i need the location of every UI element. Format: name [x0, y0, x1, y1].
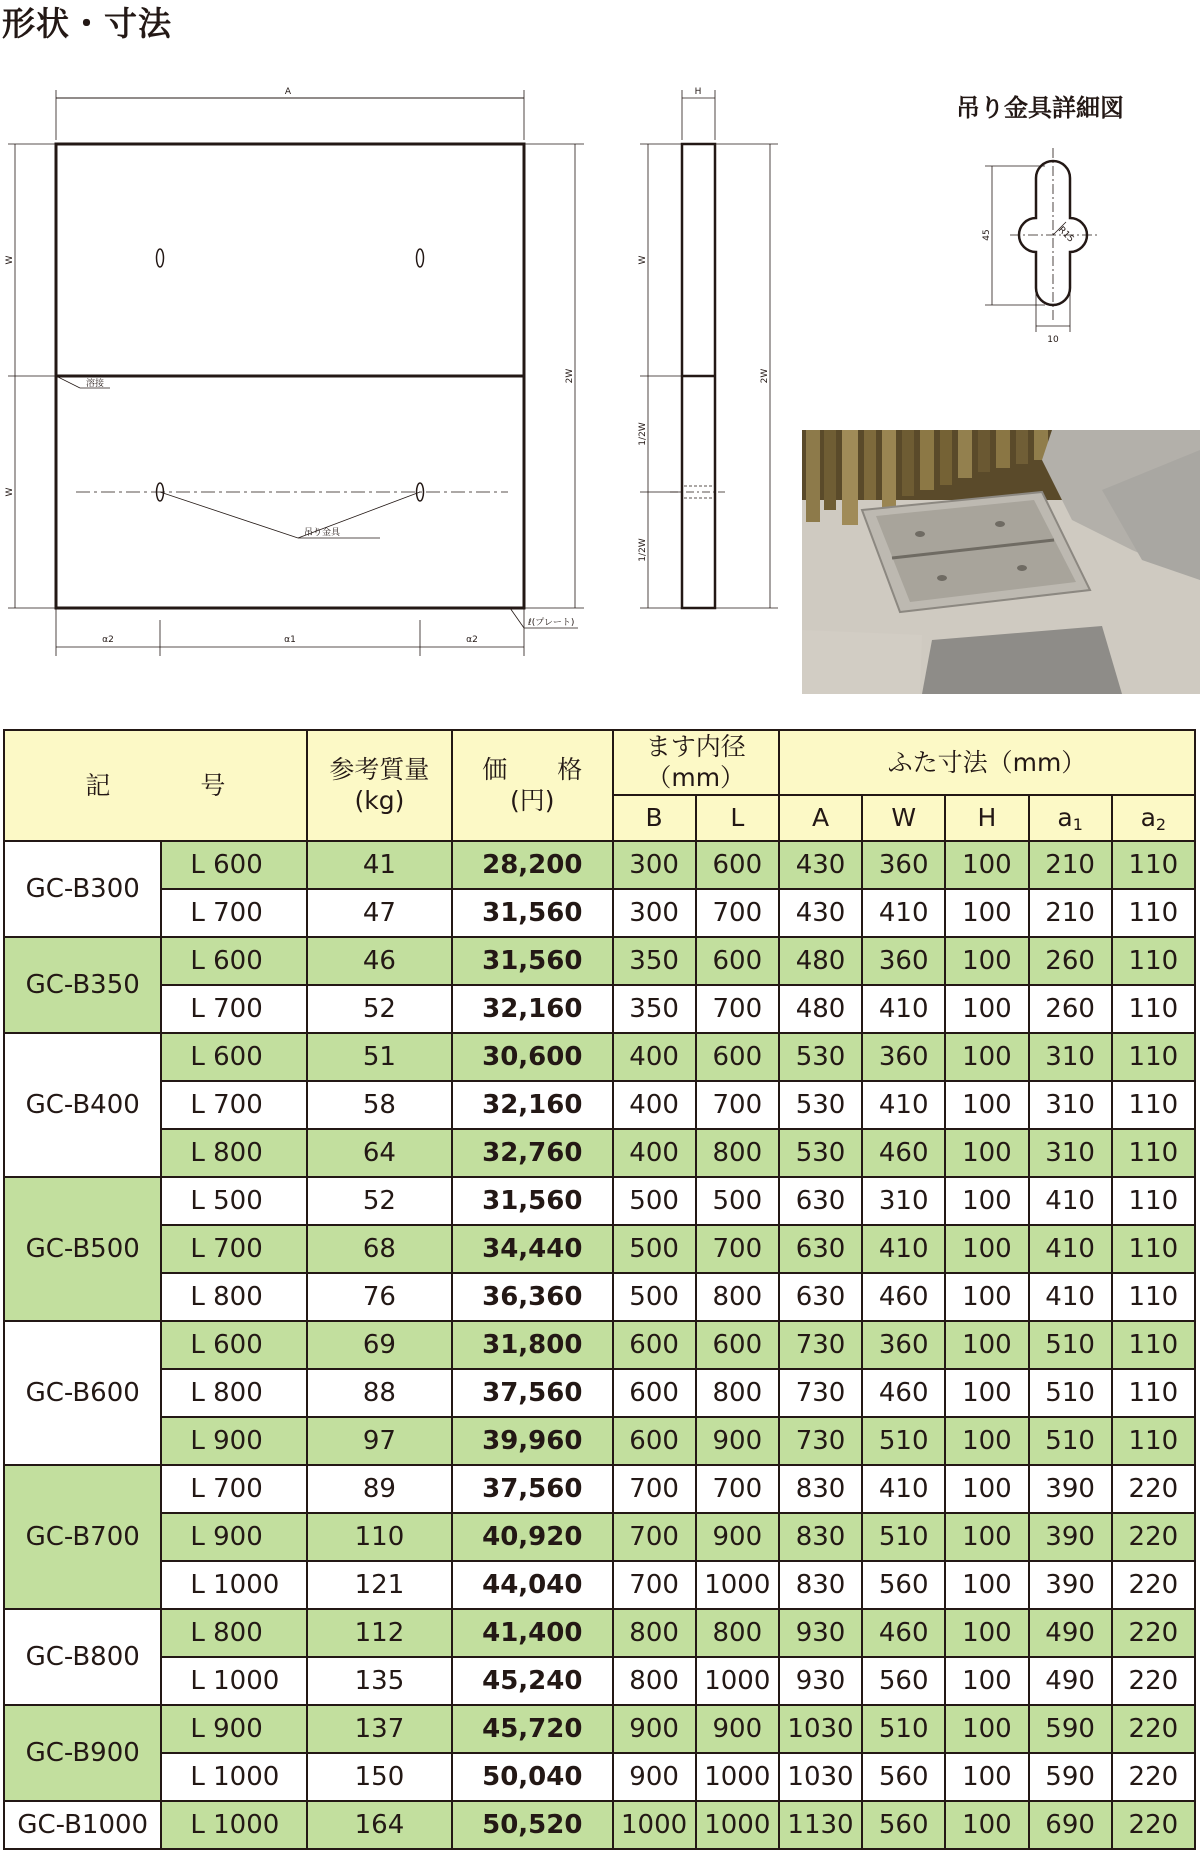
W-cell: 410: [862, 1081, 945, 1129]
B-cell: 800: [613, 1657, 696, 1705]
table-row: [4, 1273, 1195, 1321]
price-cell: 28,200: [452, 841, 612, 889]
dim-w-label-top: W: [5, 255, 15, 265]
weld-label: 溶接: [86, 379, 105, 389]
B-cell: 350: [613, 937, 696, 985]
L-cell: 900: [696, 1705, 779, 1753]
W-cell: 360: [862, 937, 945, 985]
W-cell: 460: [862, 1129, 945, 1177]
H-cell: 100: [945, 1225, 1028, 1273]
a2-cell: 220: [1112, 1561, 1195, 1609]
mass-cell: 112: [307, 1609, 452, 1657]
B-cell: 300: [613, 889, 696, 937]
mass-cell: 68: [307, 1225, 452, 1273]
L-cell: 900: [696, 1417, 779, 1465]
mass-cell: 41: [307, 841, 452, 889]
L-cell: 700: [696, 985, 779, 1033]
table-row: [4, 1417, 1195, 1465]
mass-cell: 164: [307, 1801, 452, 1849]
mass-cell: 110: [307, 1513, 452, 1561]
L-cell: 700: [696, 1081, 779, 1129]
a1-cell: 310: [1029, 1129, 1112, 1177]
header-a1: a1: [1029, 795, 1112, 841]
L-cell: 700: [696, 1225, 779, 1273]
price-cell: 30,600: [452, 1033, 612, 1081]
W-cell: 310: [862, 1177, 945, 1225]
size-cell: L 1000: [161, 1801, 306, 1849]
detail-r-label: R15: [1055, 225, 1076, 245]
mass-cell: 137: [307, 1705, 452, 1753]
mass-cell: 89: [307, 1465, 452, 1513]
price-cell: 37,560: [452, 1465, 612, 1513]
L-cell: 800: [696, 1609, 779, 1657]
B-cell: 800: [613, 1609, 696, 1657]
A-cell: 530: [779, 1033, 862, 1081]
H-cell: 100: [945, 889, 1028, 937]
a2-cell: 110: [1112, 1129, 1195, 1177]
H-cell: 100: [945, 1129, 1028, 1177]
B-cell: 400: [613, 1033, 696, 1081]
size-cell: L 500: [161, 1177, 306, 1225]
B-cell: 700: [613, 1561, 696, 1609]
mass-cell: 64: [307, 1129, 452, 1177]
A-cell: 480: [779, 985, 862, 1033]
price-cell: 36,360: [452, 1273, 612, 1321]
dim-w-label-bottom: W: [5, 487, 15, 497]
hook-detail-title: 吊り金具詳細図: [956, 94, 1124, 122]
header-mass: 参考質量 (kg): [307, 730, 452, 841]
header-inner: ます内径（mm）: [613, 730, 779, 795]
L-cell: 800: [696, 1129, 779, 1177]
L-cell: 500: [696, 1177, 779, 1225]
H-cell: 100: [945, 1513, 1028, 1561]
a1-cell: 390: [1029, 1465, 1112, 1513]
side-2w-label: 2W: [760, 368, 770, 384]
A-cell: 630: [779, 1225, 862, 1273]
a2-cell: 110: [1112, 1417, 1195, 1465]
size-cell: L 700: [161, 985, 306, 1033]
a2-cell: 110: [1112, 841, 1195, 889]
mass-cell: 58: [307, 1081, 452, 1129]
a1-cell: 410: [1029, 1177, 1112, 1225]
model-cell: GC-B600: [4, 1321, 161, 1465]
table-row: [4, 1801, 1195, 1849]
H-cell: 100: [945, 1657, 1028, 1705]
table-row: [4, 1321, 1195, 1369]
size-cell: L 700: [161, 1465, 306, 1513]
W-cell: 560: [862, 1561, 945, 1609]
A-cell: 730: [779, 1417, 862, 1465]
A-cell: 630: [779, 1177, 862, 1225]
a1-cell: 410: [1029, 1225, 1112, 1273]
detail-45-label: 45: [982, 229, 992, 241]
W-cell: 460: [862, 1369, 945, 1417]
mass-cell: 52: [307, 1177, 452, 1225]
a1-cell: 210: [1029, 889, 1112, 937]
A-cell: 430: [779, 889, 862, 937]
model-cell: GC-B300: [4, 841, 161, 937]
A-cell: 480: [779, 937, 862, 985]
header-b: B: [613, 795, 696, 841]
table-row: [4, 1609, 1195, 1657]
plate-label: ℓ(プレート): [528, 618, 575, 628]
a1-cell: 410: [1029, 1273, 1112, 1321]
A-cell: 830: [779, 1561, 862, 1609]
H-cell: 100: [945, 937, 1028, 985]
A-cell: 830: [779, 1513, 862, 1561]
B-cell: 500: [613, 1273, 696, 1321]
price-cell: 45,720: [452, 1705, 612, 1753]
A-cell: 830: [779, 1465, 862, 1513]
size-cell: L 800: [161, 1129, 306, 1177]
H-cell: 100: [945, 1369, 1028, 1417]
dim-a2-label-left: α2: [102, 635, 114, 645]
a2-cell: 220: [1112, 1801, 1195, 1849]
B-cell: 900: [613, 1705, 696, 1753]
B-cell: 600: [613, 1369, 696, 1417]
header-kigo: 記 号: [4, 730, 307, 841]
a2-cell: 220: [1112, 1753, 1195, 1801]
H-cell: 100: [945, 841, 1028, 889]
price-cell: 41,400: [452, 1609, 612, 1657]
model-cell: GC-B1000: [4, 1801, 161, 1849]
size-cell: L 1000: [161, 1657, 306, 1705]
A-cell: 530: [779, 1129, 862, 1177]
L-cell: 600: [696, 841, 779, 889]
A-cell: 930: [779, 1609, 862, 1657]
a2-cell: 110: [1112, 1369, 1195, 1417]
spec-table: [3, 729, 1196, 1850]
a1-cell: 510: [1029, 1321, 1112, 1369]
price-cell: 44,040: [452, 1561, 612, 1609]
A-cell: 730: [779, 1369, 862, 1417]
header-l: L: [696, 795, 779, 841]
a2-cell: 110: [1112, 985, 1195, 1033]
L-cell: 800: [696, 1369, 779, 1417]
H-cell: 100: [945, 1753, 1028, 1801]
L-cell: 700: [696, 889, 779, 937]
W-cell: 510: [862, 1705, 945, 1753]
B-cell: 900: [613, 1753, 696, 1801]
price-cell: 31,560: [452, 1177, 612, 1225]
H-cell: 100: [945, 1801, 1028, 1849]
table-row: [4, 1753, 1195, 1801]
mass-cell: 47: [307, 889, 452, 937]
table-row: [4, 1129, 1195, 1177]
size-cell: L 600: [161, 937, 306, 985]
a2-cell: 110: [1112, 889, 1195, 937]
L-cell: 1000: [696, 1753, 779, 1801]
price-cell: 31,560: [452, 889, 612, 937]
size-cell: L 900: [161, 1705, 306, 1753]
price-cell: 45,240: [452, 1657, 612, 1705]
B-cell: 400: [613, 1129, 696, 1177]
H-cell: 100: [945, 1081, 1028, 1129]
W-cell: 560: [862, 1657, 945, 1705]
A-cell: 630: [779, 1273, 862, 1321]
a1-cell: 310: [1029, 1081, 1112, 1129]
price-cell: 31,800: [452, 1321, 612, 1369]
B-cell: 600: [613, 1321, 696, 1369]
a1-cell: 590: [1029, 1705, 1112, 1753]
H-cell: 100: [945, 1321, 1028, 1369]
a2-cell: 110: [1112, 1177, 1195, 1225]
size-cell: L 900: [161, 1513, 306, 1561]
W-cell: 410: [862, 889, 945, 937]
L-cell: 1000: [696, 1801, 779, 1849]
W-cell: 360: [862, 841, 945, 889]
header-w: W: [862, 795, 945, 841]
B-cell: 500: [613, 1225, 696, 1273]
W-cell: 410: [862, 985, 945, 1033]
header-a2: a2: [1112, 795, 1195, 841]
W-cell: 560: [862, 1753, 945, 1801]
H-cell: 100: [945, 985, 1028, 1033]
mass-cell: 52: [307, 985, 452, 1033]
a1-cell: 260: [1029, 937, 1112, 985]
H-cell: 100: [945, 1033, 1028, 1081]
size-cell: L 800: [161, 1273, 306, 1321]
price-cell: 31,560: [452, 937, 612, 985]
a1-cell: 590: [1029, 1753, 1112, 1801]
table-row: [4, 889, 1195, 937]
a2-cell: 220: [1112, 1465, 1195, 1513]
price-cell: 32,760: [452, 1129, 612, 1177]
B-cell: 300: [613, 841, 696, 889]
a2-cell: 110: [1112, 1273, 1195, 1321]
H-cell: 100: [945, 1705, 1028, 1753]
a2-cell: 110: [1112, 1225, 1195, 1273]
W-cell: 410: [862, 1465, 945, 1513]
a2-cell: 220: [1112, 1513, 1195, 1561]
a1-cell: 310: [1029, 1033, 1112, 1081]
B-cell: 1000: [613, 1801, 696, 1849]
mass-cell: 51: [307, 1033, 452, 1081]
side-half-w-label-1: 1/2W: [638, 422, 648, 446]
W-cell: 560: [862, 1801, 945, 1849]
price-cell: 32,160: [452, 1081, 612, 1129]
dim-a2-label-right: α2: [466, 635, 478, 645]
A-cell: 930: [779, 1657, 862, 1705]
B-cell: 600: [613, 1417, 696, 1465]
a1-cell: 260: [1029, 985, 1112, 1033]
a2-cell: 220: [1112, 1609, 1195, 1657]
a2-cell: 110: [1112, 1081, 1195, 1129]
L-cell: 600: [696, 937, 779, 985]
A-cell: 530: [779, 1081, 862, 1129]
table-row: [4, 1561, 1195, 1609]
a2-cell: 110: [1112, 937, 1195, 985]
size-cell: L 600: [161, 1321, 306, 1369]
header-lid: ふた寸法（mm）: [779, 730, 1195, 795]
L-cell: 600: [696, 1321, 779, 1369]
hook-label: 吊り金具: [304, 528, 341, 538]
W-cell: 360: [862, 1033, 945, 1081]
detail-10-label: 10: [1047, 335, 1059, 345]
header-price: 価 格 (円): [452, 730, 612, 841]
a1-cell: 390: [1029, 1561, 1112, 1609]
price-cell: 34,440: [452, 1225, 612, 1273]
table-row: [4, 1369, 1195, 1417]
dim-a-label: A: [284, 87, 292, 97]
a1-cell: 210: [1029, 841, 1112, 889]
page-title: 形状・寸法: [2, 4, 172, 43]
table-row: [4, 1033, 1195, 1081]
B-cell: 700: [613, 1465, 696, 1513]
mass-cell: 135: [307, 1657, 452, 1705]
L-cell: 800: [696, 1273, 779, 1321]
size-cell: L 700: [161, 1225, 306, 1273]
W-cell: 410: [862, 1225, 945, 1273]
table-row: [4, 985, 1195, 1033]
table-row: [4, 1705, 1195, 1753]
mass-cell: 97: [307, 1417, 452, 1465]
mass-cell: 46: [307, 937, 452, 985]
H-cell: 100: [945, 1273, 1028, 1321]
size-cell: L 800: [161, 1609, 306, 1657]
model-cell: GC-B500: [4, 1177, 161, 1321]
A-cell: 730: [779, 1321, 862, 1369]
size-cell: L 900: [161, 1417, 306, 1465]
size-cell: L 700: [161, 889, 306, 937]
a2-cell: 220: [1112, 1705, 1195, 1753]
price-cell: 37,560: [452, 1369, 612, 1417]
size-cell: L 800: [161, 1369, 306, 1417]
a1-cell: 510: [1029, 1417, 1112, 1465]
spec-table-body: [4, 841, 1195, 1849]
W-cell: 510: [862, 1513, 945, 1561]
table-row: [4, 841, 1195, 889]
B-cell: 700: [613, 1513, 696, 1561]
A-cell: 430: [779, 841, 862, 889]
model-cell: GC-B800: [4, 1609, 161, 1705]
B-cell: 350: [613, 985, 696, 1033]
H-cell: 100: [945, 1465, 1028, 1513]
table-row: [4, 937, 1195, 985]
H-cell: 100: [945, 1417, 1028, 1465]
model-cell: GC-B350: [4, 937, 161, 1033]
H-cell: 100: [945, 1561, 1028, 1609]
a1-cell: 690: [1029, 1801, 1112, 1849]
W-cell: 460: [862, 1273, 945, 1321]
a1-cell: 490: [1029, 1657, 1112, 1705]
size-cell: L 1000: [161, 1561, 306, 1609]
W-cell: 460: [862, 1609, 945, 1657]
a2-cell: 110: [1112, 1321, 1195, 1369]
A-cell: 1030: [779, 1753, 862, 1801]
A-cell: 1030: [779, 1705, 862, 1753]
table-row: [4, 1465, 1195, 1513]
a1-cell: 490: [1029, 1609, 1112, 1657]
dim-a1-label: α1: [284, 635, 296, 645]
size-cell: L 700: [161, 1081, 306, 1129]
header-h: H: [945, 795, 1028, 841]
mass-cell: 150: [307, 1753, 452, 1801]
table-row: [4, 1225, 1195, 1273]
mass-cell: 88: [307, 1369, 452, 1417]
spec-table-header: [4, 730, 1195, 841]
W-cell: 360: [862, 1321, 945, 1369]
dim-2w-label: 2W: [565, 368, 575, 384]
size-cell: L 600: [161, 1033, 306, 1081]
H-cell: 100: [945, 1177, 1028, 1225]
L-cell: 700: [696, 1465, 779, 1513]
a2-cell: 110: [1112, 1033, 1195, 1081]
A-cell: 1130: [779, 1801, 862, 1849]
W-cell: 510: [862, 1417, 945, 1465]
dim-h-label: H: [694, 87, 702, 97]
table-row: [4, 1513, 1195, 1561]
installation-photo: [802, 430, 1200, 694]
size-cell: L 600: [161, 841, 306, 889]
table-row: [4, 1657, 1195, 1705]
H-cell: 100: [945, 1609, 1028, 1657]
a2-cell: 220: [1112, 1657, 1195, 1705]
L-cell: 900: [696, 1513, 779, 1561]
mass-cell: 76: [307, 1273, 452, 1321]
size-cell: L 1000: [161, 1753, 306, 1801]
price-cell: 40,920: [452, 1513, 612, 1561]
a1-cell: 510: [1029, 1369, 1112, 1417]
L-cell: 600: [696, 1033, 779, 1081]
price-cell: 32,160: [452, 985, 612, 1033]
model-cell: GC-B400: [4, 1033, 161, 1177]
table-row: [4, 1177, 1195, 1225]
L-cell: 1000: [696, 1561, 779, 1609]
model-cell: GC-B900: [4, 1705, 161, 1801]
mass-cell: 121: [307, 1561, 452, 1609]
L-cell: 1000: [696, 1657, 779, 1705]
a1-cell: 390: [1029, 1513, 1112, 1561]
B-cell: 400: [613, 1081, 696, 1129]
price-cell: 39,960: [452, 1417, 612, 1465]
B-cell: 500: [613, 1177, 696, 1225]
mass-cell: 69: [307, 1321, 452, 1369]
table-row: [4, 1081, 1195, 1129]
side-w-label: W: [638, 255, 648, 265]
header-a: A: [779, 795, 862, 841]
price-cell: 50,040: [452, 1753, 612, 1801]
side-half-w-label-2: 1/2W: [638, 538, 648, 562]
model-cell: GC-B700: [4, 1465, 161, 1609]
price-cell: 50,520: [452, 1801, 612, 1849]
